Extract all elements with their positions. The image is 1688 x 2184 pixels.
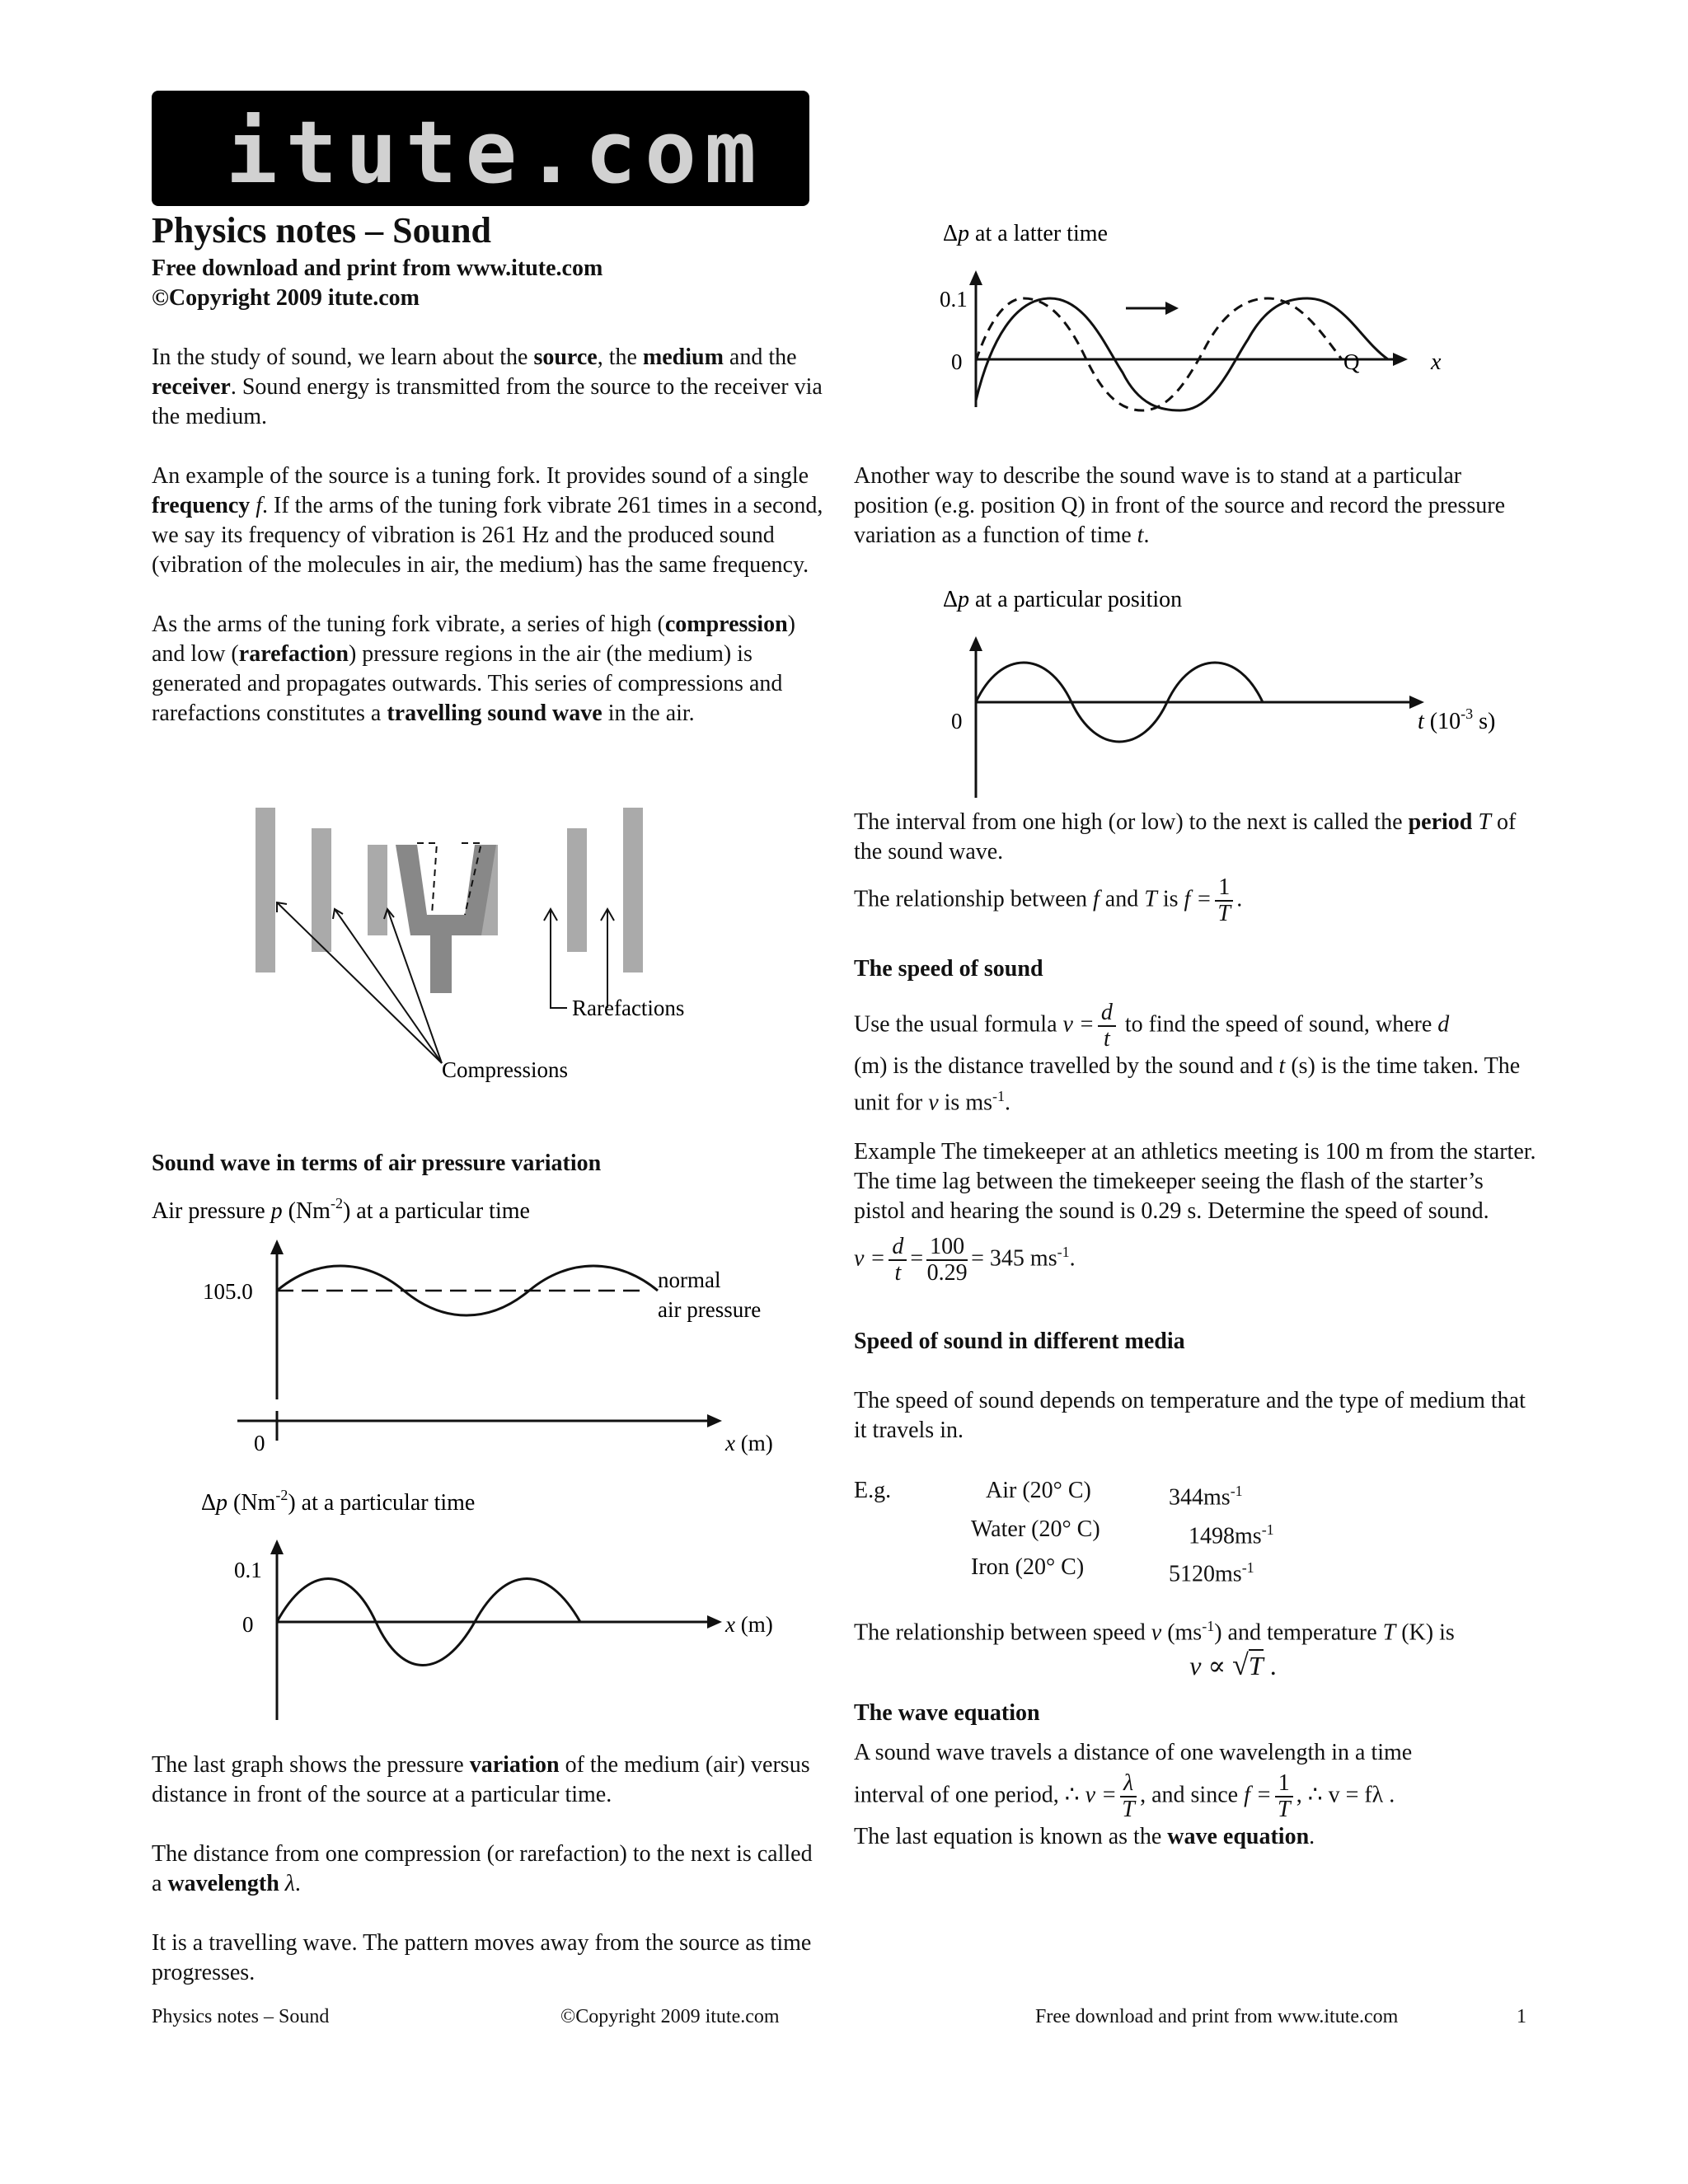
media-speed-table	[854, 1475, 1274, 1590]
table-row: Water (20° C) $1498ms^{-1}$	[971, 1516, 1274, 1549]
x-axis-label: x (m)	[725, 1431, 773, 1455]
paragraph-speed-formula: Use the usual formula v = $\frac{d}{t}$ to find the speed of sound, where d	[854, 1000, 1450, 1052]
paragraph-example: Example The timekeeper at an athletics meeting is 100 m from the starter. The time lag between the timekeeper seeing the flash of the starter’s pistol and hearing the sound is 0.29 s. Determine the speed of sound.	[854, 1139, 1536, 1225]
left-column	[152, 209, 828, 729]
footer-copyright: ©Copyright 2009 itute.com	[560, 2006, 780, 2027]
paragraph-period: The interval from one high (or low) to the next is called the period T of the sound wave.	[854, 809, 1517, 865]
copyright-line: ©Copyright 2009 itute.com	[152, 285, 420, 311]
delta-p-distance-graph	[152, 1485, 828, 1732]
footer-title: Physics notes – Sound	[152, 2006, 330, 2027]
paragraph-media: The speed of sound depends on temperature and the type of medium that it travels in.	[854, 1388, 1526, 1444]
example-solution: v = $\frac{d}{t}$ = $\frac{100}{0.29}$ = 345 $ms^{-1}$.	[854, 1234, 1076, 1286]
paragraph-f-t-relation: The relationship between f and T is f = $\frac{1}{T}$ .	[854, 874, 1243, 926]
eq-f-fraction: $\frac{1}{T}$	[1215, 875, 1233, 926]
paragraph-travelling: It is a travelling wave. The pattern moves away from the source as time progresses.	[152, 1930, 812, 1985]
origin-label: 0	[951, 709, 963, 733]
x-axis-label: x	[1431, 349, 1442, 375]
origin-label: 0	[254, 1431, 265, 1455]
footer-download: Free download and print from www.itute.com	[1035, 2006, 1399, 2027]
air-band	[368, 845, 387, 935]
logo-text: itute.com	[226, 102, 765, 203]
eq-f-lhs: f =	[1184, 886, 1212, 912]
air-band	[623, 808, 643, 972]
proportionality-equation: v ∝ √T .	[1189, 1647, 1277, 1681]
q-label: Q	[1343, 349, 1360, 374]
amplitude-label: 0.1	[940, 287, 968, 312]
dashed-wave	[976, 298, 1342, 410]
x-axis-label: x (m)	[725, 1612, 773, 1637]
eq-v-fraction: $\frac{d}{t}$	[1098, 1001, 1116, 1052]
table-row: Iron (20° C) $5120ms^{-1}$	[971, 1554, 1254, 1587]
graph-title: Δp at a latter time	[943, 221, 1108, 246]
subtitle: Free download and print from www.itute.com	[152, 255, 603, 281]
solid-wave	[976, 298, 1388, 410]
section-pressure-variation: Sound wave in terms of air pressure variation	[152, 1151, 602, 1176]
delta-p-later-time-graph	[854, 216, 1530, 414]
t-axis-label: t ($10^{-3}$ s)	[1418, 705, 1496, 734]
graph-title: Δp $(Nm^{-2})$ at a particular time	[201, 1487, 476, 1516]
paragraph-speed-temperature: The relationship between speed v $(ms^{-1})$ and temperature T (K) is	[854, 1618, 1455, 1646]
paragraph-compression: As the arms of the tuning fork vibrate, a series of high (compression) and low (rarefaction) pressure regions in the air (the medium) is generated and propagates outwards. This series of compressions and rarefactions constitutes a travelling sound wave in the air.	[152, 612, 795, 726]
normal-label: normal	[658, 1268, 721, 1292]
y-value-label: 105.0	[203, 1279, 253, 1304]
paragraph-wave-eq-1: A sound wave travels a distance of one wavelength in a time	[854, 1739, 1413, 1765]
tuning-fork	[396, 845, 496, 993]
section-speed-of-sound: The speed of sound	[854, 956, 1043, 982]
section-wave-equation: The wave equation	[854, 1699, 1040, 1726]
graph-title: Δp at a particular position	[943, 587, 1183, 612]
delta-p-time-graph	[854, 582, 1538, 804]
paragraph-frequency: An example of the source is a tuning fork. It provides sound of a single frequency f. If the arms of the tuning fork vibrate 261 times in a second, we say its frequency of vibration is 261 Hz and the produced sound (vibration of the molecules in air, the medium) has the same frequency.	[152, 463, 823, 578]
tuning-fork-diagram	[152, 804, 828, 1088]
air-band	[256, 808, 275, 972]
graph-title: Air pressure p $(Nm^{-2})$ at a particular time	[152, 1195, 530, 1224]
paragraph-variation: The last graph shows the pressure variation of the medium (air) versus distance in front of the source at a particular time.	[152, 1752, 810, 1807]
air-band	[567, 828, 587, 952]
paragraph-wave-eq-3: The last equation is known as the wave equation.	[854, 1823, 1315, 1849]
section-speed-media: Speed of sound in different media	[854, 1329, 1185, 1355]
itute-logo	[152, 91, 809, 206]
compressions-label: Compressions	[442, 1057, 569, 1082]
air-band	[312, 828, 331, 952]
paragraph-wave-eq-2: interval of one period, ∴ v = $\frac{\lambda}{T}$ , and since f = $\frac{1}{T}$ , ∴ v = fλ .	[854, 1769, 1395, 1822]
paragraph-wavelength: The distance from one compression (or rarefaction) to the next is called a wavelength λ.	[152, 1841, 813, 1896]
paragraph-source-medium: In the study of sound, we learn about the source, the medium and the receiver. Sound energy is transmitted from the source to the receiver via the medium.	[152, 344, 823, 429]
page-number: 1	[1517, 2006, 1526, 2027]
page-title: Physics notes – Sound	[152, 210, 492, 251]
rarefactions-label: Rarefactions	[572, 996, 685, 1020]
amplitude-label: 0.1	[234, 1558, 262, 1582]
air-pressure-graph	[152, 1193, 828, 1457]
normal-label-2: air pressure	[658, 1297, 762, 1322]
origin-label: 0	[951, 349, 963, 374]
paragraph-speed-units: (m) is the distance travelled by the sound and t (s) is the time taken. The unit for v is $ms^{-1}$.	[854, 1053, 1521, 1116]
table-row: E.g. Air (20° C) $344ms^{-1}$	[854, 1478, 1243, 1511]
origin-label: 0	[242, 1612, 254, 1637]
paragraph-position-q: Another way to describe the sound wave is to stand at a particular position (e.g. position Q) in front of the source and record the pressure variation as a function of time t.	[854, 463, 1506, 548]
